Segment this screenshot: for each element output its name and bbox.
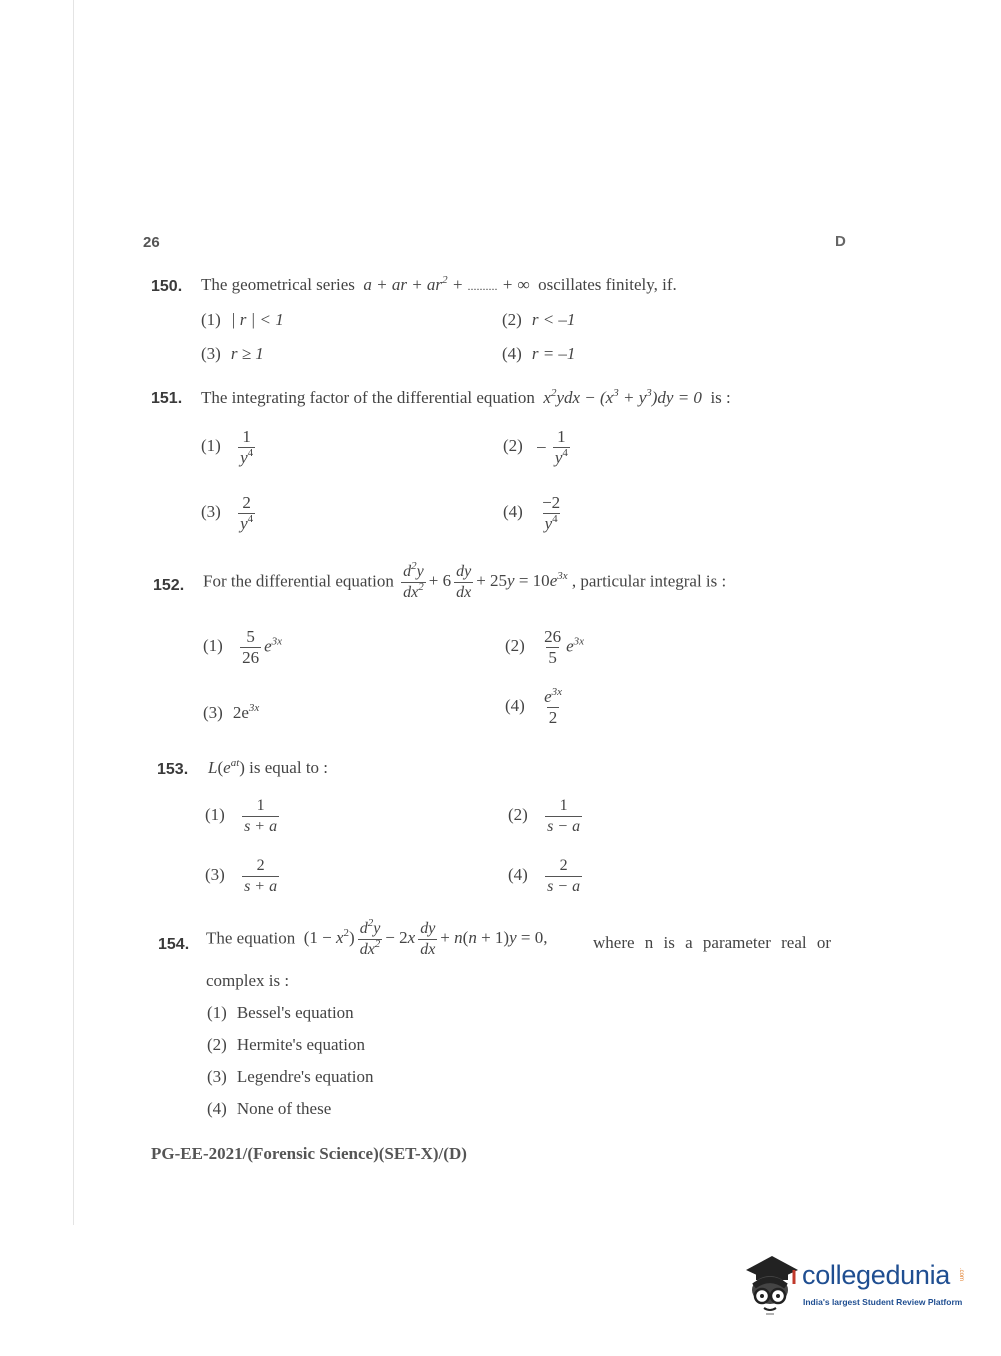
question-text-before: The equation: [206, 928, 296, 948]
question-text-before: The integrating factor of the differential equation: [201, 388, 535, 407]
option-2[interactable]: (2) r < –1: [502, 310, 576, 329]
question-text: [201, 388, 731, 408]
set-code: D: [835, 233, 846, 250]
option-1[interactable]: (1) | r | < 1: [201, 310, 284, 329]
option-2[interactable]: (2) $\frac{1}{s - a}$: [508, 797, 581, 835]
option-1[interactable]: (1) $\frac{1}{s + a}$: [205, 797, 278, 835]
mascot-icon: [742, 1252, 800, 1316]
option-3[interactable]: (3) $\frac{2}{y^4}$: [201, 493, 254, 533]
question-text-before: The geometrical series: [201, 275, 355, 294]
option-3[interactable]: (3) $\frac{2}{s + a}$: [205, 857, 278, 895]
question-text-after: is :: [710, 388, 731, 407]
option-2[interactable]: (2) Hermite's equation: [207, 1035, 365, 1054]
option-4[interactable]: (4) $\frac{2}{s - a}$: [508, 857, 581, 895]
option-4[interactable]: (4) $\frac{e^{3x}}{2}$: [505, 686, 563, 727]
question-text-after: where n is a parameter real or: [593, 933, 831, 952]
option-1[interactable]: (1) Bessel's equation: [207, 1003, 354, 1022]
logo-tagline: India's largest Student Review Platform: [803, 1297, 963, 1307]
question-number: 153.: [157, 761, 189, 778]
paper-code: PG-EE-2021/(Forensic Science)(SET-X)/(D): [151, 1144, 467, 1163]
question-number: 150.: [151, 278, 183, 295]
differential-equation: $x^2ydx - (x^3 + y^3)dy = 0$: [539, 387, 707, 407]
question-text-after: , particular integral is :: [571, 571, 727, 591]
question-text: [203, 560, 727, 602]
question-text-after: oscillates finitely, if.: [538, 275, 677, 294]
collegedunia-logo[interactable]: [742, 1252, 972, 1316]
question-text: $L(e^{at})$ is equal to :: [208, 757, 329, 777]
page-margin-line: [73, 0, 74, 1225]
option-4[interactable]: (4) None of these: [207, 1099, 332, 1118]
differential-equation: $(1 - x^2)$ $\frac{d^2y}{dx^2}$ − 2x $\frac{dy}{dx}$ + n(n + 1)y = 0,: [303, 917, 548, 958]
option-4[interactable]: (4) $\frac{-2}{y^4}$: [503, 493, 561, 533]
option-1[interactable]: (1) $\frac{5}{26}$ $e^{3x}$: [203, 627, 283, 667]
question-text-line2: complex is :: [206, 971, 290, 990]
question-text-before: For the differential equation: [203, 571, 394, 591]
logo-brand: collegedunia: [802, 1260, 951, 1290]
question-text: [201, 275, 677, 295]
page-number: 26: [143, 234, 160, 251]
series-expression: a + ar + $ar^2$ + .......... + ∞: [359, 274, 534, 294]
option-3[interactable]: (3) Legendre's equation: [207, 1067, 374, 1086]
question-text: [206, 917, 548, 959]
question-number: 152.: [153, 577, 185, 594]
option-2[interactable]: (2) $\frac{26}{5}$ $e^{3x}$: [505, 627, 585, 667]
question-number: 151.: [151, 390, 183, 407]
option-2[interactable]: (2) – $\frac{1}{y^4}$: [503, 427, 568, 467]
option-1[interactable]: (1) $\frac{1}{y^4}$: [201, 427, 254, 467]
option-3[interactable]: (3) $2e^{3x}$: [203, 702, 260, 722]
laplace-expression: L: [208, 758, 218, 777]
option-4[interactable]: (4) r = –1: [502, 344, 576, 363]
option-3[interactable]: (3) r ≥ 1: [201, 344, 264, 363]
question-number: 154.: [158, 936, 190, 953]
question-text-after: is equal to :: [249, 758, 329, 777]
differential-equation: $\frac{d^2y}{dx^2}$ + 6 $\frac{dy}{dx}$ + $25y = 10e^{3x}$: [403, 560, 568, 601]
logo-com: .com: [958, 1268, 964, 1282]
